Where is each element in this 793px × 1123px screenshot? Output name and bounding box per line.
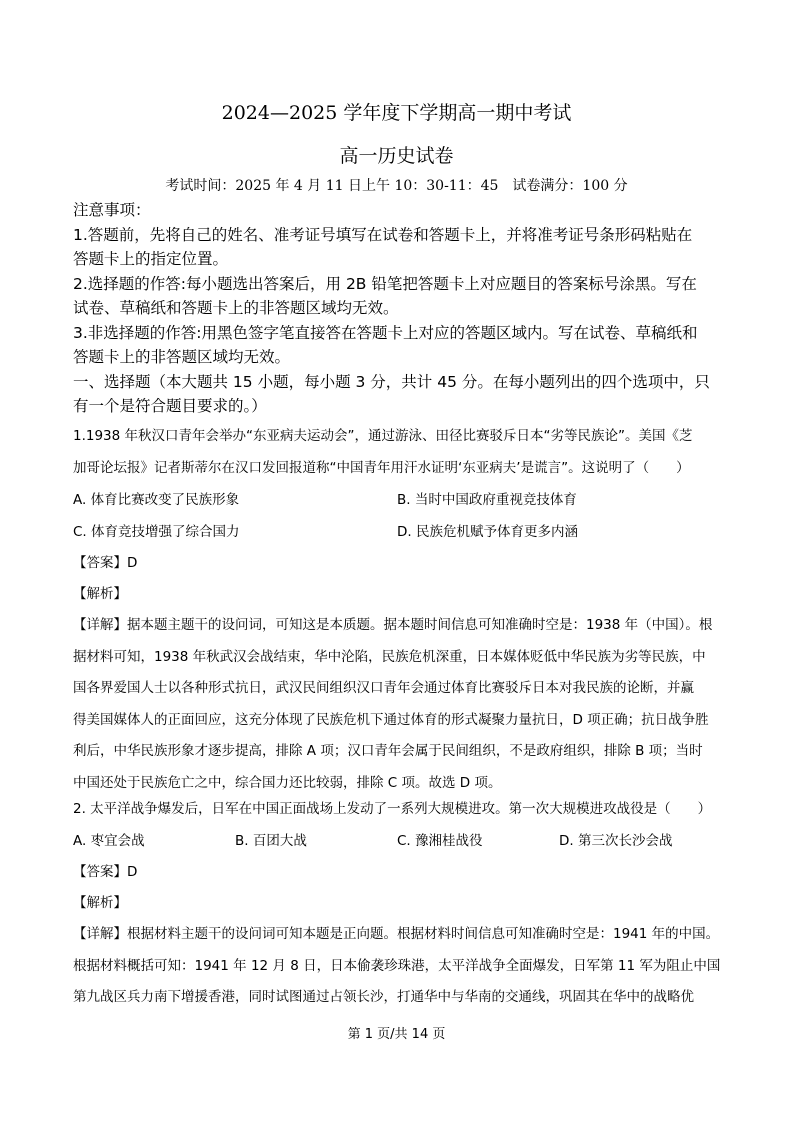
section-heading-line-2: 有一个是符合题目要求的。） [73,397,267,415]
question-2-option-d: D. 第三次长沙会战 [559,833,673,849]
page-footer: 第 1 页/共 14 页 [347,1027,446,1042]
answer-value: D [127,864,138,880]
notice-item-1-line-2: 答题卡上的指定位置。 [73,250,229,268]
question-1-stem-line-2: 加哥论坛报》记者斯蒂尔在汉口发回报道称“中国青年用汗水证明‘东亚病夫’是谎言”。这说明了（ ） [73,460,690,476]
detail-label: 【详解】 [73,617,127,633]
question-1-detail-line-6: 中国还处于民族危亡之中，综合国力还比较弱，排除 C 项。故选 D 项。 [73,774,502,791]
question-1-detail-line-3: 国各界爱国人士以各种形式抗日，武汉民间组织汉口青年会通过体育比赛驳斥日本对我民族的论断，并赢 [73,680,694,697]
question-2-answer [73,857,733,888]
notice-section [73,198,733,419]
question-2-option-b: B. 百团大战 [235,833,307,849]
question-1-option-a: A. 体育比赛改变了民族形象 [73,492,240,508]
question-2-options [73,825,733,857]
question-1-analysis-label: 【解析】 [73,586,127,602]
question-2-option-a: A. 枣宜会战 [73,833,145,849]
question-1-option-b: B. 当时中国政府重视竞技体育 [397,492,577,508]
answer-value: D [127,555,138,571]
question-1-detail-line-1 [73,610,733,642]
notice-heading: 注意事项： [73,201,151,219]
notice-item-1-line-1: 1.答题前，先将自己的姓名、准考证号填写在试卷和答题卡上，并将准考证号条形码粘贴在 [73,225,693,244]
section-heading-line-1: 一、选择题（本大题共 15 小题，每小题 3 分，共计 45 分。在每小题列出的四个选项中，只 [73,372,710,391]
question-2-detail-line-2: 根据材料概括可知：1941 年 12 月 8 日，日本偷袭珍珠港，太平洋战争全面爆发，日军第 11 军为阻止中国 [73,957,721,974]
question-1-option-c: C. 体育竞技增强了综合国力 [73,524,240,540]
question-1-options [73,484,733,548]
question-2 [73,793,733,1014]
question-2-stem: 2. 太平洋战争爆发后，日军在中国正面战场上发动了一系列大规模进攻。第一次大规模进攻战役是（ ） [73,801,712,817]
question-2-option-c: C. 豫湘桂战役 [397,833,483,849]
page-title: 2024—2025 学年度下学期高一期中考试 [221,102,572,124]
answer-label: 【答案】 [73,864,127,880]
question-1-detail-line-4: 得美国媒体人的正面回应，这充分体现了民族危机下通过体育的形式凝聚力量抗日，D 项正确；抗日战争胜 [73,711,709,728]
detail-text: 根据材料主题干的设问词可知本题是正向题。根据材料时间信息可知准确时空是：1941 年的中国。 [127,926,720,942]
question-1-detail-line-5: 利后，中华民族形象才逐步提高，排除 A 项；汉口青年会属于民间组织，不是政府组织，排除 B 项；当时 [73,743,703,760]
exam-info: 考试时间：2025 年 4 月 11 日上午 10：30-11：45 试卷满分：100 分 [165,178,628,194]
detail-label: 【详解】 [73,926,127,942]
question-1 [73,420,733,800]
detail-text: 据本题主题干的设问词，可知这是本质题。据本题时间信息可知准确时空是：1938 年（中国）。根 [127,617,713,633]
answer-label: 【答案】 [73,555,127,571]
question-1-detail-line-2: 据材料可知，1938 年秋武汉会战结束，华中沦陷，民族危机深重，日本媒体贬低中华民族为劣等民族，中 [73,648,706,665]
question-2-analysis-label: 【解析】 [73,895,127,911]
notice-item-2-line-1: 2.选择题的作答:每小题选出答案后，用 2B 铅笔把答题卡上对应题目的答案标号涂黑。写在 [73,274,697,293]
notice-item-2-line-2: 试卷、草稿纸和答题卡上的非答题区域均无效。 [73,299,399,317]
question-2-detail-line-3: 第九战区兵力南下增援香港，同时试图通过占领长沙，打通华中与华南的交通线，巩固其在华中的战略优 [73,989,694,1006]
question-1-option-d: D. 民族危机赋予体育更多内涵 [397,524,578,540]
question-1-stem-line-1: 1.1938 年秋汉口青年会举办“东亚病夫运动会”，通过游泳、田径比赛驳斥日本“劣等民族论”。美国《芝 [73,428,693,444]
question-1-answer [73,548,733,579]
notice-item-3-line-2: 答题卡上的非答题区域均无效。 [73,348,291,366]
notice-item-3-line-1: 3.非选择题的作答:用黑色签字笔直接答在答题卡上对应的答题区域内。写在试卷、草稿纸和 [73,323,698,342]
question-2-detail-line-1 [73,919,733,951]
page-subtitle: 高一历史试卷 [339,145,454,167]
